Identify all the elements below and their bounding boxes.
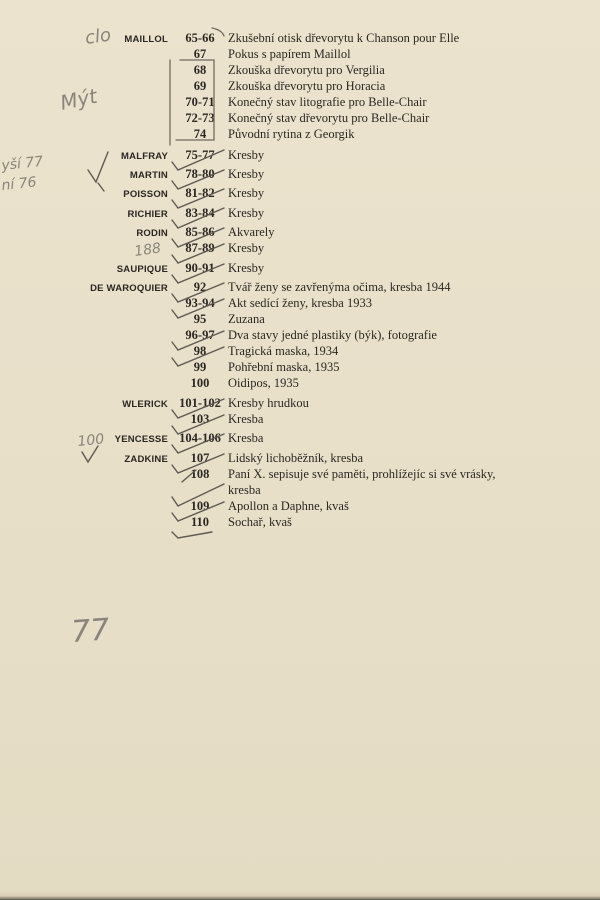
work-title: Akt sedící ženy, kresba 1933: [228, 296, 372, 310]
catalogue-number: 90-91: [185, 261, 215, 275]
list-item: [0, 241, 600, 259]
work-title: Tragická maska, 1934: [228, 344, 339, 358]
work-title: Zkouška dřevorytu pro Vergilia: [228, 63, 385, 77]
catalogue-number: 68: [193, 63, 207, 77]
pencil-note: yší 77: [0, 153, 44, 174]
work-title: Původní rytina z Georgik: [228, 127, 355, 141]
list-item: [0, 515, 600, 533]
catalogue-number: 87-89: [185, 241, 215, 255]
artist-name: POISSON: [123, 189, 168, 200]
list-item: [0, 186, 600, 204]
list-item: [0, 412, 600, 430]
page-edge: [0, 890, 600, 900]
catalogue-number: 109: [190, 499, 210, 513]
work-title: Oidipos, 1935: [228, 376, 299, 390]
catalogue-number: 78-80: [185, 167, 215, 181]
catalogue-number: 65-66: [185, 31, 215, 45]
artist-name: RICHIER: [127, 209, 168, 220]
artist-name: RODIN: [136, 228, 168, 239]
list-item: [0, 127, 600, 145]
catalogue-number: 67: [193, 47, 207, 61]
catalogue-number: 74: [193, 127, 207, 141]
work-title: Lidský lichoběžník, kresba: [228, 451, 364, 465]
work-title: Kresba: [228, 431, 264, 445]
page-note: 77: [70, 612, 111, 650]
list-item: [0, 148, 600, 166]
catalogue-number: 93-94: [185, 296, 215, 310]
list-item: [0, 167, 600, 185]
artist-name: MALFRAY: [121, 151, 168, 162]
work-title: Paní X. sepisuje své paměti, prohlížejíc si své vrásky,: [228, 467, 496, 481]
catalogue-number: 107: [190, 451, 210, 465]
catalogue-number: 99: [193, 360, 207, 374]
work-title: Kresby: [228, 148, 265, 162]
catalogue-number: 72-73: [185, 111, 215, 125]
catalogue-number: 92: [193, 280, 207, 294]
catalogue-number: 81-82: [185, 186, 215, 200]
list-item: [0, 431, 600, 449]
work-title: Zkouška dřevorytu pro Horacia: [228, 79, 386, 93]
work-title: Kresby: [228, 261, 265, 275]
work-title: kresba: [228, 483, 261, 497]
catalogue-number: 101-102: [179, 396, 221, 410]
work-title: Akvarely: [228, 225, 275, 239]
catalogue-number: 108: [190, 467, 210, 481]
work-title: Kresba: [228, 412, 264, 426]
work-title: Dva stavy jedné plastiky (býk), fotografie: [228, 328, 437, 342]
catalogue-number: 75-77: [185, 148, 215, 162]
catalogue-number: 98: [193, 344, 207, 358]
artist-name: MAILLOL: [124, 34, 168, 45]
artist-name: DE WAROQUIER: [90, 283, 168, 294]
catalogue-number: 83-84: [185, 206, 215, 220]
work-title: Pokus s papírem Maillol: [228, 47, 351, 61]
work-title: Pohřební maska, 1935: [228, 360, 340, 374]
list-item: [0, 206, 600, 224]
catalogue-number: 70-71: [185, 95, 215, 109]
list-item: [0, 376, 600, 394]
artist-name: MARTIN: [129, 170, 168, 181]
work-title: Konečný stav dřevorytu pro Belle-Chair: [228, 111, 430, 125]
artist-name: WLERICK: [122, 399, 168, 410]
catalogue-number: 85-86: [185, 225, 215, 239]
catalogue-number: 96-97: [185, 328, 215, 342]
pencil-note: ní 76: [0, 174, 38, 194]
catalogue-number: 110: [190, 515, 210, 529]
catalogue-number: 100: [190, 376, 210, 390]
work-title: Tvář ženy se zavřenýma očima, kresba 1944: [228, 280, 451, 294]
work-title: Zuzana: [228, 312, 265, 326]
catalogue-number: 95: [193, 312, 207, 326]
work-title: Zkušební otisk dřevorytu k Chanson pour Elle: [228, 31, 460, 45]
pencil-note: Mýt: [58, 83, 100, 115]
work-title: Sochař, kvaš: [228, 515, 292, 529]
work-title: Kresby: [228, 241, 265, 255]
pencil-note: clo: [83, 24, 113, 49]
pencil-note: 100: [76, 431, 106, 450]
work-title: Kresby: [228, 167, 265, 181]
artist-name: YENCESSE: [114, 434, 168, 445]
work-title: Kresby: [228, 206, 265, 220]
artist-name: SAUPIQUE: [116, 264, 168, 275]
work-title: Kresby hrudkou: [228, 396, 309, 410]
artist-name: ZADKINE: [124, 454, 168, 465]
work-title: Konečný stav litografie pro Belle-Chair: [228, 95, 427, 109]
catalogue-number: 104-106: [179, 431, 221, 445]
work-title: Kresby: [228, 186, 265, 200]
catalogue-number: 103: [190, 412, 210, 426]
catalogue-number: 69: [193, 79, 207, 93]
pencil-note: 188: [133, 240, 163, 260]
list-item: [0, 261, 600, 279]
work-title: Apollon a Daphne, kvaš: [228, 499, 349, 513]
